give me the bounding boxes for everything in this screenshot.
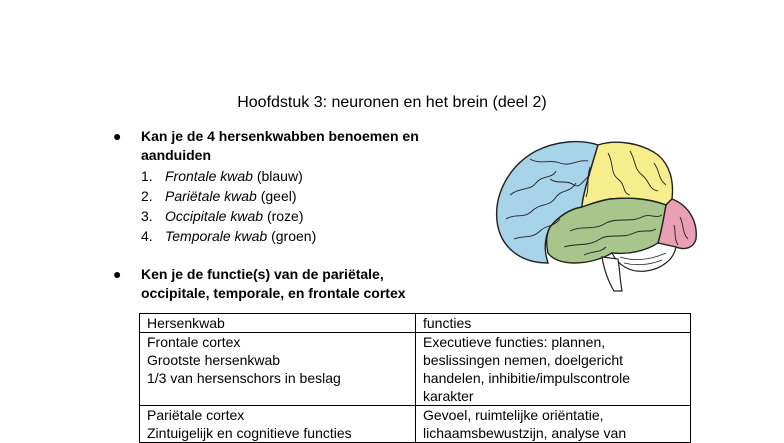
table-header-lobe: Hersenkwab [140,314,416,333]
lobe-item-temporal: 4. Temporale kwab (groen) [141,228,317,244]
lobe-list [141,166,316,246]
table-cell-lobe: Pariëtale cortex Zintuigelijk en cognitieve functies [140,406,416,443]
brainstem-region [602,257,622,291]
question-functions [113,265,406,303]
question-lobes-line2: aanduiden [141,147,212,163]
table-row [140,406,691,443]
table-header-functions: functies [416,314,691,333]
question-lobes [113,127,419,165]
lobe-item-frontal: 1. Frontale kwab (blauw) [141,168,303,184]
table-row [140,333,691,406]
lobe-item-parietal: 2. Pariëtale kwab (geel) [141,188,297,204]
table-cell-functions: Gevoel, ruimtelijke oriëntatie, lichaamsbewustzijn, analyse van [416,406,691,443]
table-cell-lobe: Frontale cortex Grootste hersenkwab 1/3 van hersenschors in beslag [140,333,416,406]
brain-illustration [490,135,702,295]
bullet-icon: ● [113,128,122,144]
table-cell-functions: Executieve functies: plannen, beslissingen nemen, doelgericht handelen, inhibitie/impulscontrole karakter [416,333,691,406]
functions-table [139,313,691,443]
question-functions-line2: occipitale, temporale, en frontale cortex [141,285,406,301]
page-title: Hoofdstuk 3: neuronen en het brein (deel 2) [237,94,547,111]
lobe-item-occipital: 3. Occipitale kwab (roze) [141,208,304,224]
question-lobes-line1: Kan je de 4 hersenkwabben benoemen en [141,128,419,144]
question-functions-line1: Ken je de functie(s) van de pariëtale, [141,266,384,282]
table-header-row [140,314,691,333]
bullet-icon: ● [113,266,122,282]
